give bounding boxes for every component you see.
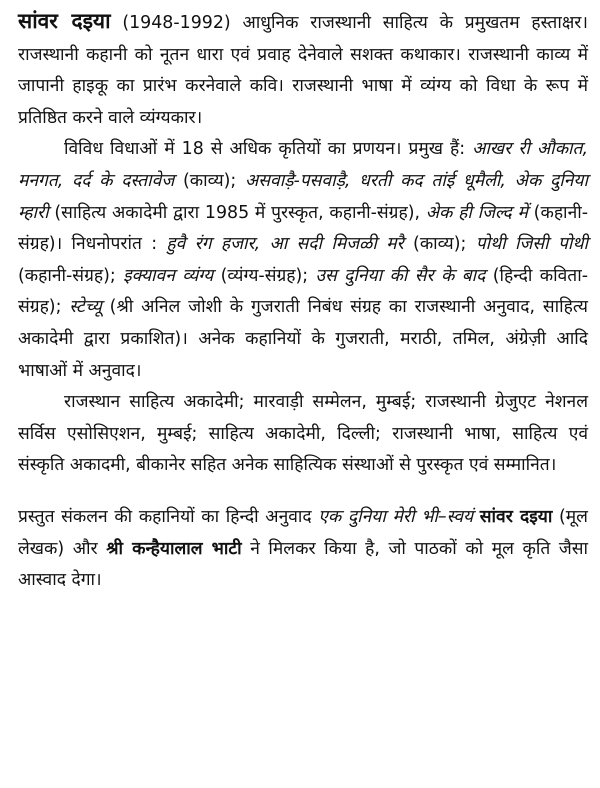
work-genre-8: (श्री अनिल जोशी के गुजराती निबंध संग्रह का राजस्थानी अनुवाद, साहित्य अकादेमी द्वारा प्रकाशित)। अनेक कहानियों के गुजराती, मराठी, तमिल, अंग्रेज़ी आदि भाषाओं में अनुवाद। (18, 297, 588, 381)
translated-book-title: एक दुनिया मेरी भी (318, 506, 438, 527)
work-genre-7: (हिन्दी कविता-संग्रह); (18, 265, 588, 318)
closing-part-4: ने मिलकर किया है, जो पाठकों को मूल कृति जैसा आस्वाद देगा। (18, 538, 588, 591)
works-intro: विविध विधाओं में 18 से अधिक कृतियों का प्रणयन। प्रमुख हैं: (64, 139, 473, 160)
closing-paragraph (18, 502, 588, 597)
author-bio-paragraph (18, 6, 588, 134)
work-title-7: उस दुनिया की सैर के बाद (315, 265, 486, 286)
author-bio-text: आधुनिक राजस्थानी साहित्य के प्रमुखतम हस्ताक्षर। राजस्थानी कहानी को नूतन धारा एवं प्रवाह देनेवाले सशक्त कथाकार। राजस्थानी काव्य में जापानी हाइकू का प्रारंभ करनेवाले कवि। राजस्थानी भाषा में व्यंग्य को विधा के रूप में प्रतिष्ठित करने वाले व्यंग्यकार। (18, 13, 588, 128)
work-genre-4: (काव्य); (403, 234, 476, 255)
works-paragraph (18, 134, 588, 387)
work-genre-1: (काव्य); (174, 170, 245, 191)
author-name: सांवर दइया (18, 9, 111, 33)
work-genre-5: (कहानी-संग्रह); (18, 265, 124, 286)
book-page (18, 6, 588, 597)
work-genre-3: (कहानी-संग्रह)। निधनोपरांत : (18, 202, 588, 255)
closing-part-1: प्रस्तुत संकलन की कहानियों का हिन्दी अनुवाद (18, 506, 319, 527)
work-genre-2: (साहित्य अकादेमी द्वारा 1985 में पुरस्कृत, कहानी-संग्रह), (48, 202, 426, 223)
work-title-8: स्टेच्यू (69, 297, 102, 318)
work-genre-6: (व्यंग्य-संग्रह); (213, 265, 316, 286)
translator-name: श्री कन्हैयालाल भाटी (106, 538, 242, 559)
closing-part-3: (मूल लेखक) और (18, 506, 588, 559)
work-title-3: अेक ही जिल्द में (425, 202, 528, 223)
closing-part-2: –स्वयं (437, 506, 480, 527)
work-title-2: असवाड़ै-पसवाड़ै, धरती कद तांई धूमैली, अेक दुनिया म्हारी (18, 170, 588, 223)
awards-paragraph: राजस्थान साहित्य अकादेमी; मारवाड़ी सम्मेलन, मुम्बई; राजस्थानी ग्रेजुएट नेशनल सर्विस एसोसिएशन, मुम्बई; साहित्य अकादेमी, दिल्ली; राजस्थानी भाषा, साहित्य एवं संस्कृति अकादमी, बीकानेर सहित अनेक साहित्यिक संस्थाओं से पुरस्कृत एवं सम्मानित। (18, 392, 588, 476)
closing-author-name: सांवर दइया (479, 506, 553, 527)
work-title-5: पोथी जिसी पोथी (475, 234, 588, 255)
work-title-1: आखर री औकात, मनगत, दर्द के दस्तावेज (18, 139, 588, 191)
work-title-6: इक्यावन व्यंग्य (123, 265, 214, 286)
author-years: (1948-1992) (110, 13, 243, 33)
work-title-4: हुवै रंग हजार, आ सदी मिजळी मरै (166, 234, 404, 255)
